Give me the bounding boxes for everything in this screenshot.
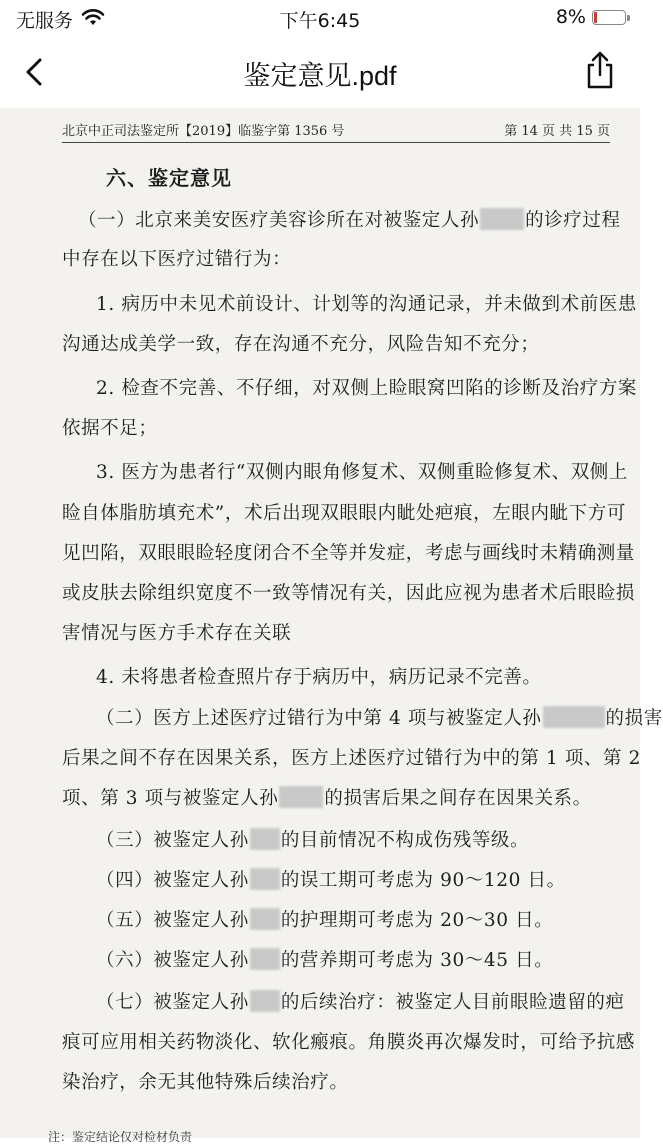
paragraph-line: 害情况与医方手术存在关联 — [62, 623, 292, 644]
battery-fill — [594, 12, 597, 23]
paragraph-line: 沟通达成美学一致，存在沟通不充分，风险告知不充分； — [62, 334, 540, 355]
paragraph-line — [78, 206, 621, 232]
section-heading: 六、鉴定意见 — [106, 166, 232, 190]
line-text: （二）医方上述医疗过错行为中第 4 项与被鉴定人孙 — [96, 708, 542, 729]
line-text: 的护理期可考虑为 20～30 日。 — [280, 910, 554, 931]
redaction — [480, 208, 524, 230]
status-bar — [0, 0, 640, 36]
line-text: 的后续治疗：被鉴定人目前眼睑遗留的疤 — [280, 992, 625, 1013]
paragraph-line: 痕可应用相关药物淡化、软化瘢痕。角膜炎再次爆发时，可给予抗感 — [62, 1032, 636, 1053]
line-text: （一）北京来美安医疗美容诊所在对被鉴定人孙 — [78, 210, 480, 231]
line-text: 的诊疗过程 — [525, 210, 621, 231]
redaction — [250, 828, 280, 850]
redaction — [250, 908, 280, 930]
paragraph-line — [62, 784, 592, 810]
battery-percent: 8% — [555, 6, 586, 28]
paragraph-line: 染治疗，余无其他特殊后续治疗。 — [62, 1072, 349, 1093]
redaction — [543, 706, 605, 728]
paragraph-line: 2. 检查不完善、不仔细，对双侧上睑眼窝凹陷的诊断及治疗方案 — [96, 378, 638, 399]
redaction — [250, 990, 280, 1012]
page-header — [62, 116, 610, 143]
line-text: （六）被鉴定人孙 — [96, 950, 249, 971]
page-indicator: 第 14 页 共 15 页 — [504, 124, 610, 139]
paragraph-line — [96, 866, 566, 892]
paragraph-line — [96, 704, 663, 730]
footnote: 注：鉴定结论仅对检材负责 — [48, 1130, 193, 1144]
paragraph-line: 后果之间不存在因果关系，医方上述医疗过错行为中的第 1 项、第 2 — [62, 748, 641, 769]
battery-icon — [592, 10, 626, 25]
redaction — [250, 948, 280, 970]
line-text: 的损害后果之间存在因果关系。 — [324, 788, 592, 809]
case-number: 北京中正司法鉴定所【2019】临鉴字第 1356 号 — [62, 124, 345, 139]
nav-bar — [0, 36, 640, 108]
paragraph-line — [96, 988, 625, 1014]
paragraph-line — [96, 946, 553, 972]
paragraph-line: 3. 医方为患者行“双侧内眼角修复术、双侧重睑修复术、双侧上 — [96, 462, 628, 483]
line-text: 的误工期可考虑为 90～120 日。 — [280, 870, 566, 891]
paragraph-line: 或皮肤去除组织宽度不一致等情况有关，因此应视为患者术后眼睑损 — [62, 583, 636, 604]
redaction — [250, 868, 280, 890]
line-text: 的损害 — [605, 708, 663, 729]
line-text: 的目前情况不构成伤残等级。 — [280, 830, 530, 851]
pdf-page[interactable] — [0, 108, 663, 1144]
line-text: 项、第 3 项与被鉴定人孙 — [62, 788, 279, 809]
share-button[interactable] — [582, 50, 618, 90]
line-text: （四）被鉴定人孙 — [96, 870, 249, 891]
line-text: （七）被鉴定人孙 — [96, 992, 249, 1013]
paragraph-line: 中存在以下医疗过错行为： — [62, 249, 292, 270]
share-icon — [582, 50, 618, 90]
line-text: （三）被鉴定人孙 — [96, 830, 249, 851]
paragraph-line: 见凹陷，双眼眼睑轻度闭合不全等并发症，考虑与画线时未精确测量 — [62, 543, 636, 564]
document-title: 鉴定意见.pdf — [243, 61, 397, 91]
line-text: （五）被鉴定人孙 — [96, 910, 249, 931]
paragraph-line: 1. 病历中未见术前设计、计划等的沟通记录，并未做到术前医患 — [96, 294, 638, 315]
paragraph-line — [96, 906, 553, 932]
carrier-label: 无服务 — [16, 10, 74, 32]
paragraph-line: 4. 未将患者检查照片存于病历中，病历记录不完善。 — [96, 667, 542, 688]
clock: 下午6:45 — [279, 10, 361, 32]
redaction — [279, 786, 323, 808]
paragraph-line: 睑自体脂肪填充术”，术后出现双眼眼内眦处疤痕，左眼内眦下方可 — [62, 503, 626, 524]
paragraph-line — [96, 826, 529, 852]
line-text: 的营养期可考虑为 30～45 日。 — [280, 950, 554, 971]
paragraph-line: 依据不足； — [62, 418, 158, 439]
battery-group — [556, 6, 626, 28]
